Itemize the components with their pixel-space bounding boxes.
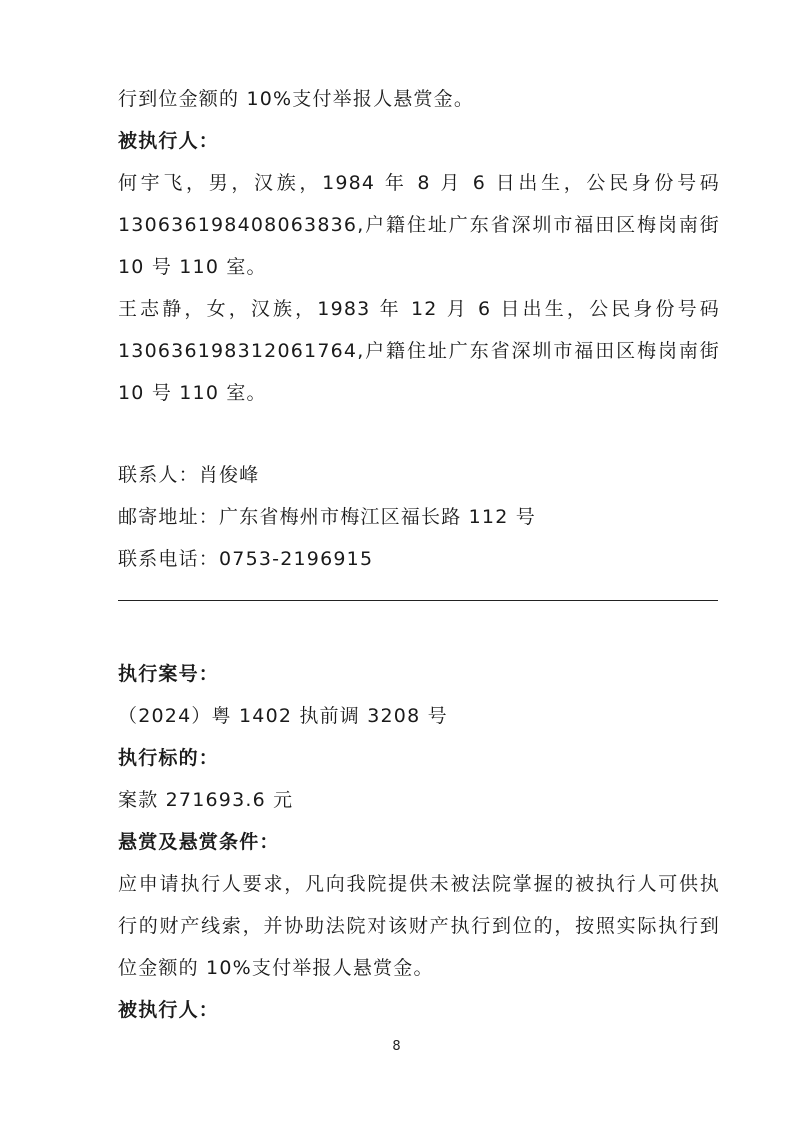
case-number: （2024）粤 1402 执前调 3208 号	[118, 705, 448, 727]
reward-conditions-text: 应申请执行人要求，凡向我院提供未被法院掌握的被执行人可供执行的财产线索，并协助法院对该财产执行到位的，按照实际执行到位金额的 10%支付举报人悬赏金。	[118, 873, 720, 979]
execution-subject-heading: 执行标的：	[118, 747, 220, 769]
reward-conditions-heading: 悬赏及悬赏条件：	[118, 831, 280, 853]
mailing-address: 邮寄地址：广东省梅州市梅江区福长路 112 号	[118, 506, 536, 528]
respondent-entry-2: 王志静，女，汉族，1983 年 12 月 6 日出生，公民身份号码 130636198312061764,户籍住址广东省深圳市福田区梅岗南街 10 号 110 室。	[118, 298, 720, 404]
case-number-heading: 执行案号：	[118, 663, 220, 685]
section-divider	[118, 600, 718, 601]
respondent-heading-2: 被执行人：	[118, 999, 220, 1021]
reward-text-tail: 行到位金额的 10%支付举报人悬赏金。	[118, 88, 475, 110]
contact-person: 联系人：肖俊峰	[118, 464, 260, 486]
execution-subject: 案款 271693.6 元	[118, 789, 294, 811]
page-number: 8	[392, 1039, 401, 1054]
document-content	[118, 78, 720, 1031]
spacer	[118, 414, 720, 454]
respondent-heading: 被执行人：	[118, 130, 220, 152]
contact-phone: 联系电话：0753-2196915	[118, 548, 374, 570]
respondent-entry-1: 何宇飞，男，汉族，1984 年 8 月 6 日出生，公民身份号码 130636198408063836,户籍住址广东省深圳市福田区梅岗南街 10 号 110 室。	[118, 172, 720, 278]
